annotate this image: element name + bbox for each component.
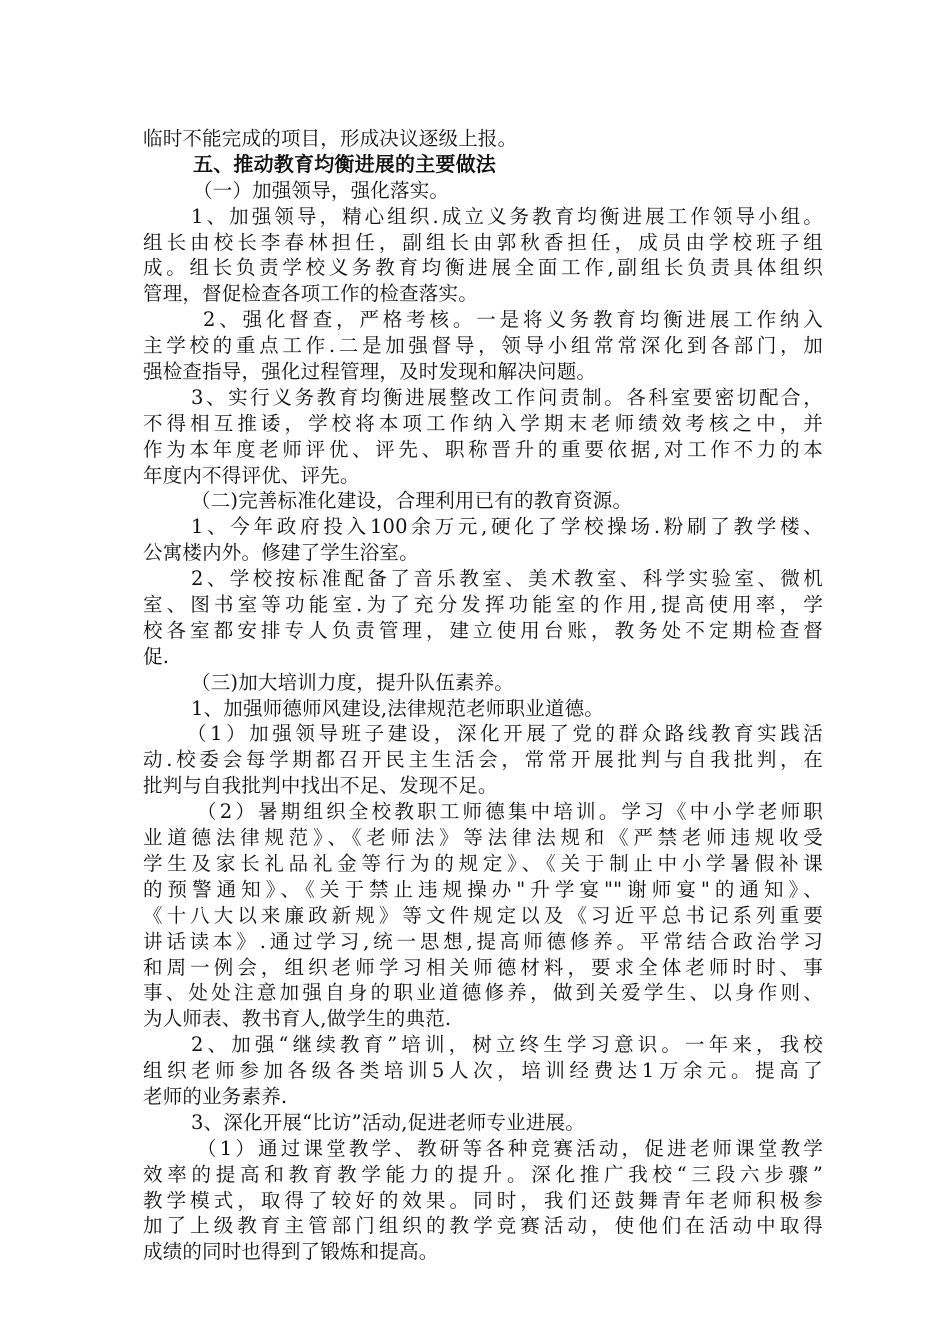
- text-line: 强检查指导，强化过程管理，及时发现和解决问题。: [143, 360, 597, 384]
- text-line: 1、加强领导，精心组织.成立义务教育均衡进展工作领导小组。: [191, 204, 823, 228]
- text-line: 管理，督促检查各项工作的检查落实。: [143, 282, 478, 306]
- text-line: 年度内不得评优、评先。: [143, 463, 360, 487]
- text-line: 动.校委会每学期都召开民主生活会，常常开展批判与自我批判，在: [143, 748, 823, 772]
- text-line: 效率的提高和教育教学能力的提升。深化推广我校“三段六步骤”: [143, 1162, 823, 1186]
- text-line: 2、学校按标准配备了音乐教室、美术教室、科学实验室、微机: [191, 567, 823, 591]
- text-line: 加了上级教育主管部门组织的教学竞赛活动，使他们在活动中取得: [143, 1214, 823, 1238]
- text-line: 的预警通知》、《关于禁止违规操办"升学宴""谢师宴"的通知》、: [143, 877, 823, 901]
- text-line: 《十八大以来廉政新规》等文件规定以及《习近平总书记系列重要: [143, 903, 823, 927]
- text-line: 业道德法律规范》、《老师法》等法律法规和《严禁老师违规收受: [143, 826, 823, 850]
- text-line: 事、处处注意加强自身的职业道德修养，做到关爱学生、以身作则、: [143, 981, 823, 1005]
- section-heading: 五、推动教育均衡进展的主要做法: [193, 151, 496, 176]
- text-line: 不得相互推诿，学校将本项工作纳入学期末老师绩效考核之中，并: [143, 411, 823, 435]
- text-line: 为人师表、教书育人,做学生的典范.: [143, 1007, 452, 1031]
- document-body: [143, 126, 823, 1265]
- text-line: 临时不能完成的项目，形成决议逐级上报。: [143, 127, 518, 150]
- text-line: 组织老师参加各级各类培训5人次，培训经费达1万余元。提高了: [143, 1059, 823, 1083]
- text-line: 1、今年政府投入100余万元,硬化了学校操场.粉刷了教学楼、: [191, 515, 823, 539]
- text-line: 校各室都安排专人负责管理，建立使用台账，教务处不定期检查督: [143, 618, 823, 642]
- text-line: 教学模式，取得了较好的效果。同时，我们还鼓舞青年老师积极参: [143, 1188, 823, 1212]
- text-line: （二)完善标准化建设，合理利用已有的教育资源。: [191, 489, 633, 513]
- text-line: 促.: [143, 644, 170, 668]
- text-line: 老师的业务素养.: [143, 1084, 288, 1108]
- text-line: 学生及家长礼品礼金等行为的规定》、《关于制止中小学暑假补课: [143, 851, 823, 875]
- text-line: 成。组长负责学校义务教育均衡进展全面工作,副组长负责具体组织: [143, 256, 823, 280]
- text-line: 2、加强“继续教育”培训，树立终生学习意识。一年来，我校: [191, 1033, 823, 1057]
- text-line: 3、实行义务教育均衡进展整改工作问责制。各科室要密切配合，: [191, 385, 823, 409]
- text-line: 和周一例会，组织老师学习相关师德材料，要求全体老师时时、事: [143, 955, 823, 979]
- text-line: （一）加强领导，强化落实。: [193, 178, 450, 202]
- text-line: （1）通过课堂教学、教研等各种竞赛活动，促进老师课堂教学: [197, 1136, 823, 1160]
- text-line: 作为本年度老师评优、评先、职称晋升的重要依据,对工作不力的本: [143, 437, 823, 461]
- text-line: （1）加强领导班子建设，深化开展了党的群众路线教育实践活: [187, 722, 823, 746]
- text-line: 2、强化督查，严格考核。一是将义务教育均衡进展工作纳入: [203, 308, 823, 332]
- text-line: 3、深化开展“比访”活动,促进老师专业进展。: [191, 1110, 585, 1134]
- text-line: 主学校的重点工作.二是加强督导，领导小组常常深化到各部门，加: [143, 334, 823, 358]
- text-line: （2）暑期组织全校教职工师德集中培训。学习《中小学老师职: [197, 800, 823, 824]
- text-line: 公寓楼内外。修建了学生浴室。: [143, 541, 419, 565]
- text-line: 组长由校长李春林担任，副组长由郭秋香担任，成员由学校班子组: [143, 230, 823, 254]
- text-line: 室、图书室等功能室.为了充分发挥功能室的作用,提高使用率，学: [143, 593, 823, 617]
- text-line: 成绩的同时也得到了锻炼和提高。: [143, 1240, 439, 1264]
- text-line: （三)加大培训力度，提升队伍素养。: [191, 670, 515, 694]
- text-line: 1、加强师德师风建设,法律规范老师职业道德。: [191, 696, 605, 720]
- text-line: 批判与自我批判中找出不足、发现不足。: [143, 774, 498, 798]
- text-line: 讲话读本》.通过学习,统一思想,提高师德修养。平常结合政治学习: [143, 929, 823, 953]
